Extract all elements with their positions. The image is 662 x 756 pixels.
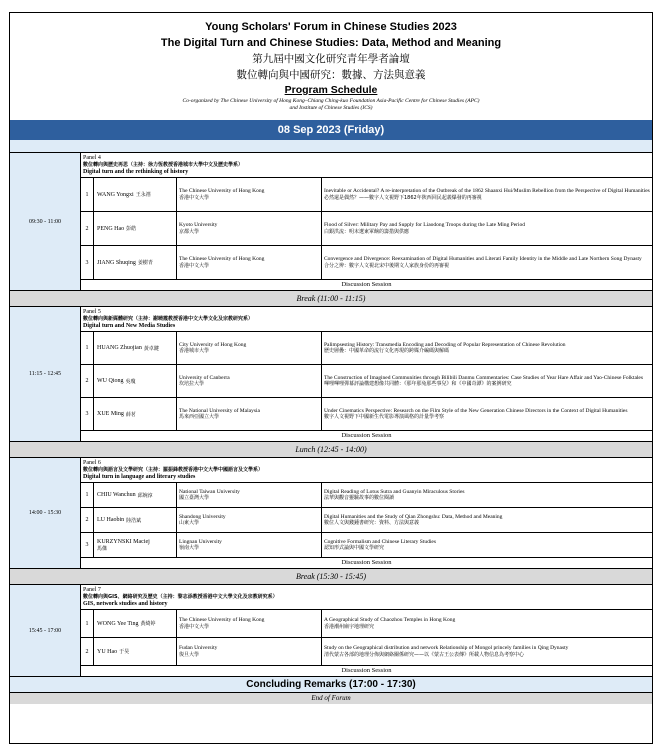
forum-subtitle: The Digital Turn and Chinese Studies: Data, Method and Meaning — [160, 37, 502, 49]
spacer-row — [10, 140, 652, 153]
session-panel-4 — [10, 153, 652, 291]
university-name-zh: 復旦大學 — [179, 651, 200, 658]
panel-info — [81, 307, 652, 332]
university-cell — [177, 533, 322, 557]
university-name-zh: 香港中文大學 — [179, 262, 210, 269]
paper-title-zh: 數位人文與錢鍾書研究：資料、方法與意義 — [324, 520, 420, 526]
presenter-name-zh: 薛茗 — [125, 411, 136, 418]
presenter-name-zh: 邱婉淳 — [137, 492, 153, 499]
paper-title: Under Cinematics Perspective: Research on the Film Style of the New Generation Chinese Directors in the Context of Digital Humanities — [324, 407, 628, 414]
session-content — [81, 153, 652, 290]
paper-title-cell — [322, 246, 652, 279]
discussion-session: Discussion Session — [341, 432, 392, 439]
presenter-name-cell — [94, 365, 177, 397]
presenter-number: 2 — [81, 365, 94, 397]
panel-title-zh: 數位轉向與語言及文學研究（主持：羅振鋒教授香港中文大學中國語言及文學系） — [83, 467, 264, 473]
program-schedule-heading: Program Schedule — [284, 84, 378, 96]
panel-number: Panel 6 — [83, 460, 101, 466]
paper-title-zh: 認知形式論與中國文學研究 — [324, 545, 385, 551]
panel-title-en: GIS, network studies and history — [83, 601, 168, 607]
presenter-name-zh: 馬傑 — [97, 545, 108, 552]
presenter-name-cell — [94, 483, 177, 507]
session-content — [81, 458, 652, 568]
presenter-number: 1 — [81, 332, 94, 364]
presenter-name-cell — [94, 610, 177, 637]
university-name: City University of Hong Kong — [179, 341, 247, 348]
presenter-number: 1 — [81, 610, 94, 637]
panel-number: Panel 4 — [83, 155, 101, 161]
paper-title-cell — [322, 638, 652, 665]
presentation-row — [81, 533, 652, 558]
presenter-name: LU Haobin — [97, 517, 125, 523]
panel-title-zh: 數位轉向與新媒體研究（主持：謝曉霞教授香港中文大學文化及宗教研究系） — [83, 316, 254, 322]
university-name: The Chinese University of Hong Kong — [179, 188, 265, 194]
presenter-name: WANG Yongxi — [97, 191, 134, 198]
presenter-name-cell — [94, 533, 177, 557]
concluding-remarks: Concluding Remarks (17:00 - 17:30) — [10, 677, 652, 693]
presenter-number: 3 — [81, 398, 94, 430]
university-name: Lingnan University — [179, 538, 222, 545]
university-name: Kyoto University — [179, 222, 218, 228]
paper-title: Digital Humanities and the Study of Qian Zhongshu: Data, Method and Meaning — [324, 513, 503, 520]
presenter-name: KURZYNSKI Maciej — [97, 538, 150, 545]
forum-title: Young Scholars' Forum in Chinese Studies 2023 — [205, 21, 457, 33]
university-cell — [177, 610, 322, 637]
panel-number: Panel 5 — [83, 309, 101, 315]
university-name-zh: 國立臺灣大學 — [179, 495, 210, 501]
paper-title-zh: 數字人文視野下中國新生代電影導演風格的計量學考察 — [324, 414, 445, 420]
presentation-row — [81, 483, 652, 508]
paper-title: The Construction of Imagined Communities through Bilibili Danmu Commentaries: Case Studies of Year Hare Affair and Yao-Chinese Folktales — [324, 374, 644, 381]
paper-title: Inevitable or Accidental? A re-interpretation of the Outbreak of the 1862 Shaanxi Hui/Muslim Rebellion from the Perspective of Digital Humanities — [324, 188, 650, 194]
presenter-name-zh: 王永禧 — [135, 192, 151, 198]
forum-header — [10, 13, 652, 120]
paper-title: Digital Reading of Lotus Sutra and Guanyin Miraculous Stories — [324, 488, 465, 495]
panel-title-en: Digital turn in language and literary studies — [83, 474, 196, 480]
presenter-number: 1 — [81, 178, 94, 211]
university-cell — [177, 398, 322, 430]
session-time: 15:45 - 17:00 — [10, 585, 81, 676]
paper-title-cell — [322, 398, 652, 430]
presentation-row — [81, 212, 652, 246]
university-name-zh: 香港中文大學 — [179, 194, 210, 201]
presenter-name-cell — [94, 638, 177, 665]
presenter-name-cell — [94, 246, 177, 279]
presenter-name-zh: 黃卓鍵 — [143, 345, 159, 352]
coorganizer-line-2: and Institute of Chinese Studies (ICS) — [289, 105, 373, 111]
paper-title-cell — [322, 332, 652, 364]
presenter-name-zh: 陸浩斌 — [126, 517, 142, 524]
university-name-zh: 嶺南大學 — [179, 545, 200, 551]
panel-info — [81, 458, 652, 483]
presenter-name-zh: 黃綺婷 — [140, 621, 156, 627]
university-name: Fudan University — [179, 645, 218, 651]
university-name-zh: 馬來西亞國立大學 — [179, 414, 220, 420]
paper-title-zh: 歷史層疊：中國革命的流行文化再現的跨媒介編碼與解碼 — [324, 348, 450, 354]
presenter-name-cell — [94, 332, 177, 364]
presenter-name-zh: 于昊 — [119, 649, 130, 655]
university-cell — [177, 365, 322, 397]
presenter-number: 2 — [81, 212, 94, 245]
forum-subtitle-zh: 數位轉向與中國研究：數據、方法與意義 — [236, 69, 426, 81]
discussion-session: Discussion Session — [341, 281, 392, 288]
break-row: Break (11:00 - 11:15) — [10, 291, 652, 307]
paper-title-cell — [322, 212, 652, 245]
presenter-name: YU Hao — [97, 648, 118, 655]
paper-title-cell — [322, 533, 652, 557]
university-name: National Taiwan University — [179, 488, 240, 495]
paper-title: Cognitive Formalism and Chinese Literary Studies — [324, 538, 436, 545]
university-name-zh: 京都大學 — [179, 228, 200, 235]
presentation-row — [81, 398, 652, 431]
presenter-name-zh: 姜樹青 — [137, 260, 153, 266]
university-cell — [177, 483, 322, 507]
discussion-session: Discussion Session — [341, 667, 392, 674]
university-name: The Chinese University of Hong Kong — [179, 256, 265, 262]
panel-info — [81, 585, 652, 610]
discussion-session: Discussion Session — [341, 559, 392, 566]
session-content — [81, 307, 652, 441]
paper-title-zh: 香港潮州廟宇地理研究 — [324, 623, 375, 630]
session-panel-5 — [10, 307, 652, 442]
paper-title: Palimpsesting History: Transmedia Encoding and Decoding of Popular Representation of Chinese Revolution — [324, 341, 566, 348]
presenter-name: HUANG Zhuojian — [97, 345, 142, 351]
university-cell — [177, 212, 322, 245]
session-time: 14:00 - 15:30 — [10, 458, 81, 568]
presenter-name: WU Qiong — [97, 378, 124, 384]
date-bar: 08 Sep 2023 (Friday) — [10, 120, 652, 140]
panel-number: Panel 7 — [83, 587, 101, 593]
paper-title-cell — [322, 508, 652, 532]
session-panel-6 — [10, 458, 652, 569]
presentation-row — [81, 178, 652, 212]
presenter-name: PENG Hao — [97, 225, 125, 232]
university-cell — [177, 638, 322, 665]
paper-title-zh: 清代蒙古各部的地理分佈與網絡關係研究——以《蒙古王公表傳》所載人物信息為考察中心 — [324, 651, 525, 658]
presenter-name-cell — [94, 508, 177, 532]
paper-title-cell — [322, 483, 652, 507]
university-name-zh: 坎培拉大學 — [179, 381, 205, 387]
university-name: The Chinese University of Hong Kong — [179, 617, 265, 623]
university-name-zh: 香港中文大學 — [179, 623, 210, 630]
paper-title: A Geographical Study of Chaozhou Temples in Hong Kong — [324, 617, 456, 623]
paper-title-cell — [322, 365, 652, 397]
presenter-name-cell — [94, 398, 177, 430]
session-content — [81, 585, 652, 676]
paper-title-cell — [322, 178, 652, 211]
university-name-zh: 香港城市大學 — [179, 348, 210, 354]
paper-title-cell — [322, 610, 652, 637]
panel-title-zh: 數位轉向與GIS、網絡研究及歷史（主持：黎志添教授香港中文大學文化及宗教研究系） — [83, 594, 278, 600]
presenter-name-cell — [94, 178, 177, 211]
session-panel-7 — [10, 585, 652, 677]
panel-title-zh: 數位轉向與歷史再思（主持：徐力恆教授香港城市大學中文及歷史學系） — [83, 162, 244, 168]
presentation-row — [81, 508, 652, 533]
paper-title: Flood of Silver: Military Pay and Supply for Liaodong Troops during the Late Ming Period — [324, 222, 526, 228]
university-name-zh: 山東大學 — [179, 520, 200, 526]
forum-title-zh: 第九屆中國文化研究青年學者論壇 — [252, 53, 410, 65]
session-time: 11:15 - 12:45 — [10, 307, 81, 441]
university-cell — [177, 178, 322, 211]
university-cell — [177, 332, 322, 364]
presenter-name: WONG Yee Ting — [97, 620, 139, 627]
program-table — [9, 12, 653, 744]
paper-title-zh: 合分之辨：數字人文視北宋中後期文人家族身份的再審視 — [324, 262, 450, 269]
paper-title-zh: 白銀洪流：明末遼東軍餉的籌措與供應 — [324, 228, 410, 235]
presentation-row — [81, 365, 652, 398]
presenter-number: 3 — [81, 533, 94, 557]
university-name: The National University of Malaysia — [179, 407, 260, 414]
lunch-row: Lunch (12:45 - 14:00) — [10, 442, 652, 458]
paper-title-zh: 必然還是偶然？——數字人文視野下1862年陝西回民起義爆發的再審視 — [324, 194, 482, 201]
presentation-row — [81, 246, 652, 280]
panel-title-en: Digital turn and New Media Studies — [83, 323, 176, 329]
paper-title: Study on the Geographical distribution and network Relationship of Mongol princely families in Qing Dynasty — [324, 645, 569, 651]
university-cell — [177, 246, 322, 279]
presentation-row — [81, 332, 652, 365]
break-row: Break (15:30 - 15:45) — [10, 569, 652, 585]
presentation-row — [81, 638, 652, 666]
presenter-name: XUE Ming — [97, 411, 124, 417]
presenter-number: 3 — [81, 246, 94, 279]
presenter-name: CHIU Wanchun — [97, 492, 136, 498]
presenter-number: 1 — [81, 483, 94, 507]
presenter-number: 2 — [81, 508, 94, 532]
presenter-name-cell — [94, 212, 177, 245]
panel-title-en: Digital turn and the rethinking of history — [83, 169, 189, 175]
presenter-number: 2 — [81, 638, 94, 665]
university-name: Shandong University — [179, 513, 226, 520]
paper-title-zh: 嗶哩嗶哩彈幕評論構建想像共同體：《那年那兔那些事兒》和《中國奇譚》的案例研究 — [324, 381, 512, 387]
session-time: 09:30 - 11:00 — [10, 153, 81, 290]
end-of-forum: End of Forum — [10, 693, 652, 704]
university-cell — [177, 508, 322, 532]
presenter-name-zh: 吳瓊 — [125, 378, 136, 385]
paper-title: Convergence and Divergence: Reexamination of Digital Humanities and Literati Family Identity in the Middle and Late Northern Song Dynasty — [324, 256, 642, 262]
presentation-row — [81, 610, 652, 638]
panel-info — [81, 153, 652, 178]
coorganizer-line-1: Co-organized by The Chinese University of Hong Kong–Chiang Ching-kuo Foundation Asia-Pacific Centre for Chinese Studies (APC) — [182, 98, 480, 104]
presenter-name: JIANG Shuqing — [97, 259, 136, 266]
presenter-name-zh: 彭皓 — [126, 226, 137, 232]
paper-title-zh: 法華與觀音靈驗故事的數位閱讀 — [324, 495, 395, 501]
university-name: University of Canberra — [179, 374, 230, 381]
